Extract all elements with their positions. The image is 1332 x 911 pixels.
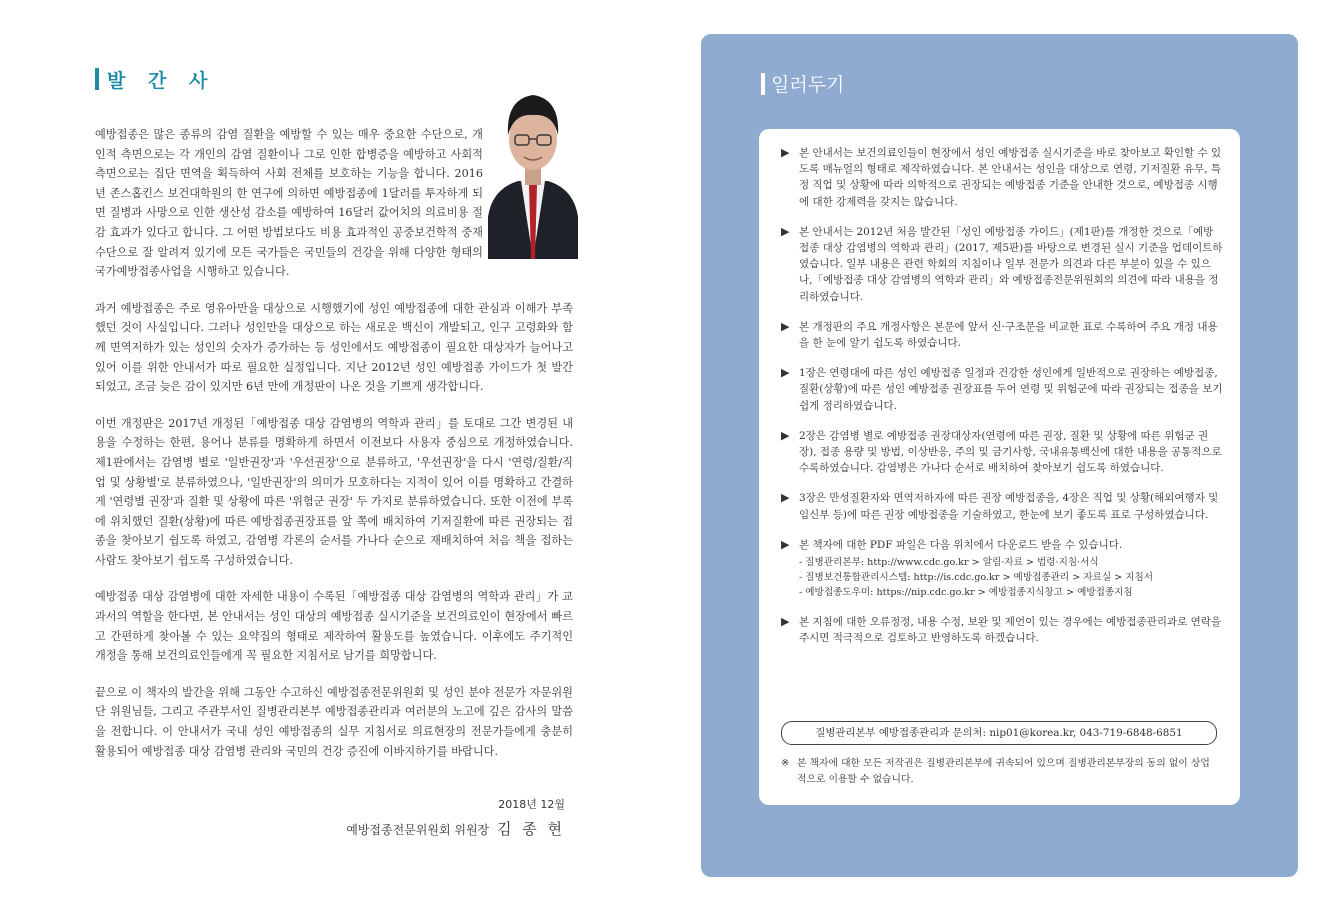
note-text: 본 개정판의 주요 개정사항은 본문에 앞서 신·구조문을 비교한 표로 수록하여 주요 개정 내용을 한 눈에 알기 쉽도록 하였습니다.: [799, 320, 1218, 350]
foreword-heading: [95, 66, 215, 92]
heading-bar: [95, 68, 99, 90]
note-text: 본 지침에 대한 오류정정, 내용 수정, 보완 및 제언이 있는 경우에는 예방접종관리과로 연락을 주시면 적극적으로 검토하고 반영하도록 하겠습니다.: [799, 616, 1222, 645]
note-text: 본 안내서는 보건의료인들이 현장에서 성인 예방접종 실시기준을 바로 찾아보고 확인할 수 있도록 매뉴얼의 형태로 제작하였습니다. 본 안내서는 성인을 대상으로 연령, 기저질환 유무, 특정 직업 및 상황에 따라 의학적으로 권장되는 예방접종 기준을 안내한 것으로, 예방접종 시행에 대한 강제력을 갖지는 않습니다.: [799, 147, 1222, 208]
foreword-date: 2018년 12월: [498, 798, 565, 811]
arrow-bullet-icon: ▶: [781, 537, 790, 551]
arrow-bullet-icon: ▶: [781, 615, 790, 629]
list-item: [781, 490, 1223, 522]
list-item: [781, 365, 1223, 414]
notes-panel: [701, 34, 1298, 877]
foreword-paragraph-2: 과거 예방접종은 주로 영유아만을 대상으로 시행했기에 성인 예방접종에 대한 관심과 이해가 부족했던 것이 사실입니다. 그러나 성인만을 대상으로 하는 새로운 백신이 개발되고, 인구 고령화와 함께 면역저하가 있는 성인의 숫자가 증가하는 등 성인에서도 예방접종이 필요한 대상자가 늘어나고 있어 이를 위한 안내서가 따로 필요한 실정입니다. 지난 2012년 성인 예방접종 가이드가 첫 발간되었고, 조금 늦은 감이 있지만 6년 만에 개정판이 나온 것을 기쁘게 생각합니다.: [95, 301, 573, 394]
foreword-paragraph-3: 이번 개정판은 2017년 개정된「예방접종 대상 감염병의 역학과 관리」를 토대로 그간 변경된 내용을 수정하는 한편, 용어나 분류를 명확하게 하면서 이전보다 사용자 중심으로 개정하였습니다. 제1판에서는 감염병 별로 '일반권장'과 '우선권장'으로 분류하고, '우선권장'을 다시 '연령/질환/직업 및 상황별'로 분류하였으나, '일반권장'의 의미가 모호하다는 지적이 있어 이를 명확하고 간결하게 '연령별 권장'과 질환 및 상황에 따른 '위험군 권장' 두 가지로 분류하였습니다. 또한 이전에 부록에 위치했던 질환(상황)에 따른 예방접종권장표를 앞 쪽에 배치하여 기저질환에 따른 권장되는 접종을 찾아보기 쉽도록 하였고, 감염병 각론의 순서를 가나다 순으로 재배치하여 처음 책을 접하는 사람도 찾아보기 쉽도록 구성하였습니다.: [95, 416, 573, 567]
notes-title: 일러두기: [771, 74, 845, 96]
arrow-bullet-icon: ▶: [781, 366, 790, 380]
list-item: [781, 145, 1223, 210]
heading-bar: [761, 73, 765, 95]
copyright-text: 본 책자에 대한 모든 저작권은 질병관리본부에 귀속되어 있으며 질병관리본부장의 동의 없이 상업적으로 이용할 수 없습니다.: [797, 758, 1210, 785]
note-text: 2장은 감염병 별로 예방접종 권장대상자(연령에 따른 권장, 질환 및 상황에 따른 위험군 권장), 접종 용량 및 방법, 이상반응, 주의 및 금기사항, 국내유통백신에 대한 내용을 공통적으로 수록하였습니다. 감염병은 가나다 순서로 배치하여 찾아보기 쉽도록 하였습니다.: [799, 429, 1222, 475]
note-text: 3장은 만성질환자와 면역저하자에 따른 권장 예방접종을, 4장은 직업 및 상황(해외여행자 및 임신부 등)에 따른 권장 예방접종을 기술하였고, 한눈에 보기 좋도록 표로 구성하였습니다.: [799, 492, 1219, 521]
foreword-paragraph-1: 예방접종은 많은 종류의 감염 질환을 예방할 수 있는 매우 중요한 수단으로, 개인적 측면으로는 각 개인의 감염 질환이나 그로 인한 합병증을 예방하고 사회적 측면으로는 집단 면역을 획득하여 사회 전체를 보호하는 기능을 합니다. 2016년 존스홉킨스 보건대학원의 한 연구에 의하면 예방접종에 1달러를 투자하게 되면 질병과 사망으로 인한 생산성 감소를 예방하여 16달러 값어치의 의료비용 절감 효과가 있다고 합니다. 그 어떤 방법보다도 비용 효과적인 공중보건학적 중재수단으로 잘 알려져 있기에 모든 국가들은 국민들의 건강을 위해 다양한 형태의 국가예방접종사업을 시행하고 있습니다.: [95, 128, 483, 279]
arrow-bullet-icon: ▶: [781, 319, 790, 333]
note-download: [799, 537, 1223, 600]
list-item: [781, 319, 1223, 351]
notes-card: [759, 129, 1240, 805]
note-text: 본 책자에 대한 PDF 파일은 다음 위치에서 다운로드 받을 수 있습니다.: [799, 538, 1123, 551]
foreword-paragraph-4: 예방접종 대상 감염병에 대한 자세한 내용이 수록된「예방접종 대상 감염병의 역학과 관리」가 교과서의 역할을 한다면, 본 안내서는 성인 대상의 예방접종 실시기준을 보건의료인이 현장에서 빠르고 간편하게 찾아볼 수 있는 요약집의 형태로 제작하여 활용도를 높였습니다. 이후에도 주기적인 개정을 통해 보건의료인들에게 꼭 필요한 지침서로 남기를 희망합니다.: [95, 590, 573, 663]
foreword-body: [95, 125, 573, 778]
signer-title: 예방접종전문위원회 위원장: [346, 823, 490, 837]
notes-heading: [761, 70, 844, 97]
foreword-page: [95, 0, 575, 911]
arrow-bullet-icon: ▶: [781, 224, 790, 238]
foreword-paragraph-5: 끝으로 이 책자의 발간을 위해 그동안 수고하신 예방접종전문위원회 및 성인 분야 전문가 자문위원단 위원님들, 그리고 주관부서인 질병관리본부 예방접종관리과 여러분의 노고에 깊은 감사의 말씀을 전합니다. 이 안내서가 국내 성인 예방접종의 실무 지침서로 의료현장의 전문가들에게 충분히 활용되어 예방접종 대상 감염병 관리와 국민의 건강 증진에 이바지하기를 바랍니다.: [95, 685, 573, 758]
list-item: [781, 614, 1223, 646]
arrow-bullet-icon: ▶: [781, 491, 790, 505]
list-item: [781, 428, 1223, 477]
arrow-bullet-icon: ▶: [781, 428, 790, 442]
reference-mark-icon: ※: [781, 758, 790, 769]
note-text: 1장은 연령대에 따른 성인 예방접종 일정과 건강한 성인에게 일반적으로 권장하는 예방접종, 질환(상황)에 따른 성인 예방접종 권장표를 두어 연령 및 위험군에 따라 권장되는 접종을 보기 쉽게 정리하였습니다.: [799, 367, 1223, 412]
foreword-title: 발 간 사: [107, 69, 216, 92]
foreword-signature: [346, 818, 565, 839]
download-link[interactable]: - 질병관리본부: http://www.cdc.go.kr > 알림·자료 > 법령·지침·서식: [799, 557, 1099, 569]
list-item: [781, 224, 1223, 305]
arrow-bullet-icon: ▶: [781, 146, 790, 159]
contact-box: 질병관리본부 예방접종관리과 문의처: nip01@korea.kr, 043-719-6848-6851: [781, 721, 1217, 745]
list-item: [781, 537, 1223, 600]
notes-list: [781, 145, 1223, 660]
note-text: 본 안내서는 2012년 처음 발간된「성인 예방접종 가이드」(제1판)를 개정한 것으로「예방접종 대상 감염병의 역학과 관리」(2017, 제5판)를 바탕으로 변경된 실시 기준을 업데이트하였습니다. 일부 내용은 관련 학회의 지침이나 일부 전문가 의견과 다른 부분이 있을 수 있으나,「예방접종 대상 감염병의 역학과 관리」와 예방접종전문위원회의 의견에 따라 내용을 정리하였습니다.: [799, 225, 1223, 303]
download-link[interactable]: - 예방접종도우미: https://nip.cdc.go.kr > 예방접종지식창고 > 예방접종지침: [799, 587, 1133, 599]
signer-name: 김 종 현: [496, 820, 565, 838]
copyright-notice: [781, 756, 1219, 788]
download-links: [799, 555, 1223, 600]
download-link[interactable]: - 질병보건통합관리시스템: http://is.cdc.go.kr > 예방접종관리 > 자료실 > 지침서: [799, 572, 1154, 584]
